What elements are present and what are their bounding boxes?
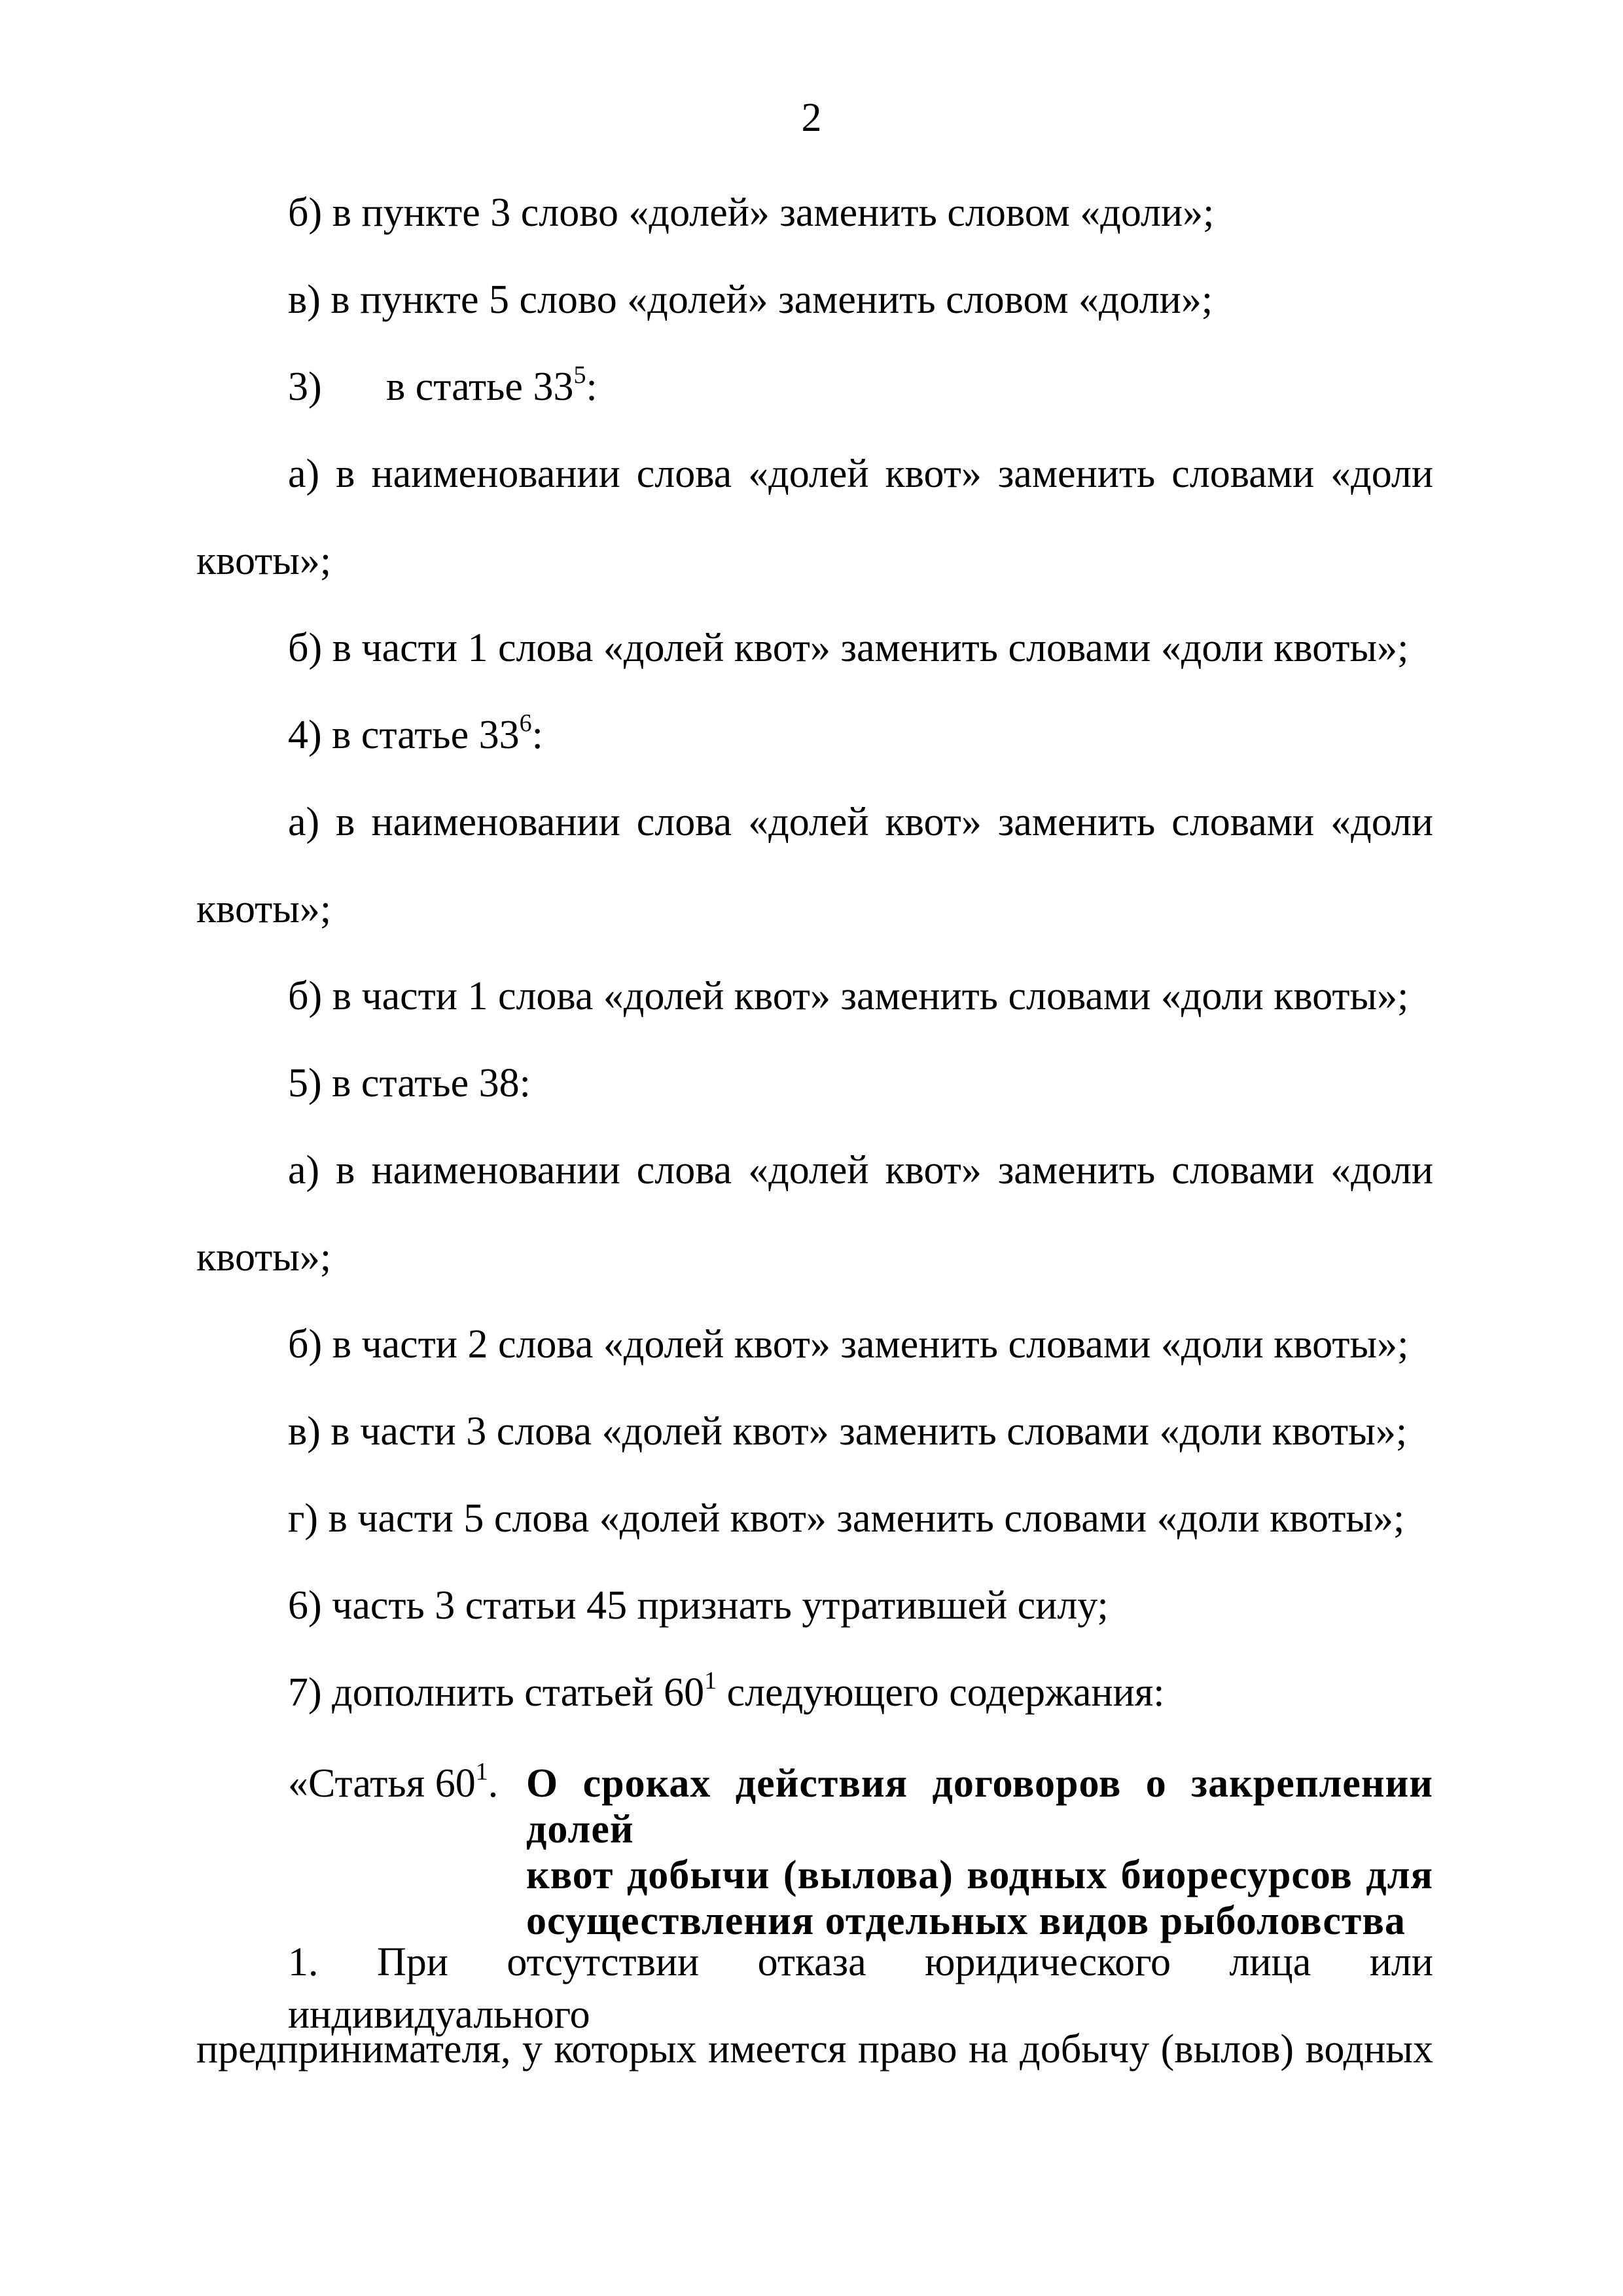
text-span: . [488, 1761, 499, 1806]
article-title-line: квот добычи (вылова) водных биоресурсов для [526, 1853, 1433, 1897]
superscript: 1 [475, 1758, 488, 1786]
text-line: предпринимателя, у которых имеется право на добычу (вылов) водных [196, 2027, 1433, 2072]
text-line: а) в наименовании слова «долей квот» заменить словами «доли [288, 452, 1433, 496]
text-line: квоты»; [196, 1235, 332, 1280]
text-line [288, 1666, 1165, 1719]
superscript: 5 [573, 361, 586, 389]
article-lead [288, 1758, 526, 1806]
text-span: 7) дополнить статьей 60 [288, 1670, 705, 1715]
text-span: в статье 33 [386, 365, 574, 409]
superscript: 6 [519, 709, 532, 738]
text-line: а) в наименовании слова «долей квот» заменить словами «доли [288, 800, 1433, 844]
text-line: а) в наименовании слова «долей квот» заменить словами «доли [288, 1148, 1433, 1193]
article-title-line: О сроках действия договоров о закреплении долей [526, 1761, 1433, 1852]
text-line: 1. При отсутствии отказа юридического лица или индивидуального [288, 1940, 1433, 2037]
text-line: б) в части 1 слова «долей квот» заменить словами «доли квоты»; [288, 626, 1409, 670]
page-number: 2 [801, 96, 822, 140]
text-line: г) в части 5 слова «долей квот» заменить словами «доли квоты»; [288, 1496, 1405, 1541]
text-line: 6) часть 3 статьи 45 признать утратившей силу; [288, 1583, 1109, 1628]
text-span: 4) в статье 33 [288, 713, 520, 757]
text-line: б) в пункте 3 слово «долей» заменить словом «доли»; [288, 190, 1215, 235]
text-line: в) в пункте 5 слово «долей» заменить словом «доли»; [288, 278, 1213, 322]
text-line: б) в части 1 слова «долей квот» заменить словами «доли квоты»; [288, 974, 1409, 1018]
article-title-line: осуществления отдельных видов рыболовства [526, 1899, 1406, 1943]
text-line [288, 709, 543, 761]
text-line: квоты»; [196, 887, 332, 931]
article-heading [288, 1758, 1433, 1944]
superscript: 1 [704, 1667, 717, 1695]
article-title [526, 1761, 1433, 1944]
text-span: : [586, 365, 597, 409]
text-span: «Статья 60 [288, 1761, 476, 1806]
text-line: б) в части 2 слова «долей квот» заменить словами «доли квоты»; [288, 1322, 1409, 1367]
text-line: 5) в статье 38: [288, 1061, 531, 1105]
text-line: квоты»; [196, 539, 332, 583]
text-span: следующего содержания: [717, 1670, 1165, 1715]
item-number: 3) [288, 365, 322, 409]
text-line: в) в части 3 слова «долей квот» заменить словами «доли квоты»; [288, 1409, 1408, 1454]
text-span: : [531, 713, 543, 757]
text-line [288, 361, 597, 413]
